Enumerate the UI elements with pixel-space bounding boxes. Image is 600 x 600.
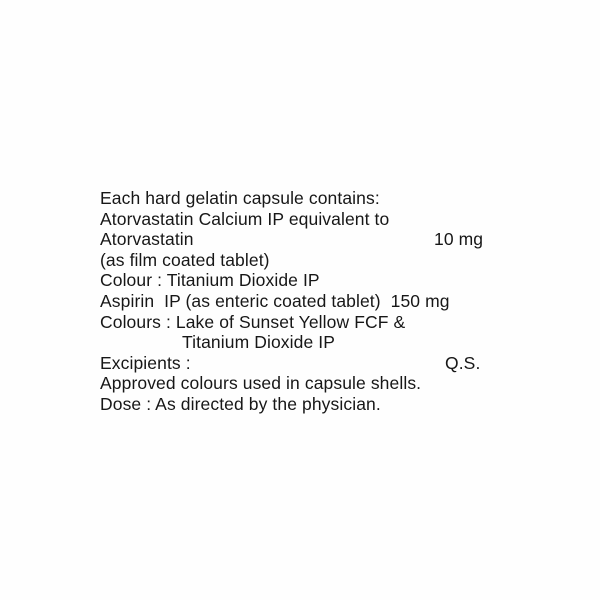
composition-line-titanium-dioxide: Titanium Dioxide IP bbox=[182, 332, 335, 353]
composition-line-colours: Colours : Lake of Sunset Yellow FCF & bbox=[100, 311, 406, 332]
composition-line-excipients bbox=[100, 353, 520, 374]
composition-line-atorvastatin-calcium: Atorvastatin Calcium IP equivalent to bbox=[100, 208, 390, 229]
composition-line-atorvastatin-text: Atorvastatin bbox=[100, 229, 194, 250]
composition-heading: Each hard gelatin capsule contains: bbox=[100, 188, 380, 208]
composition-line-excipients-text: Excipients : bbox=[100, 352, 191, 373]
composition-line-colour: Colour : Titanium Dioxide IP bbox=[100, 270, 320, 291]
composition-line-aspirin: Aspirin IP (as enteric coated tablet) 150 mg bbox=[100, 290, 450, 311]
composition-line-dose: Dose : As directed by the physician. bbox=[100, 393, 381, 414]
composition-line-approved-colours: Approved colours used in capsule shells. bbox=[100, 373, 422, 394]
composition-text-block bbox=[100, 188, 520, 415]
composition-line-atorvastatin bbox=[100, 229, 520, 250]
composition-line-film-coated: (as film coated tablet) bbox=[100, 249, 270, 270]
composition-amount-excipients: Q.S. bbox=[445, 352, 481, 373]
composition-amount-atorvastatin: 10 mg bbox=[434, 229, 484, 250]
